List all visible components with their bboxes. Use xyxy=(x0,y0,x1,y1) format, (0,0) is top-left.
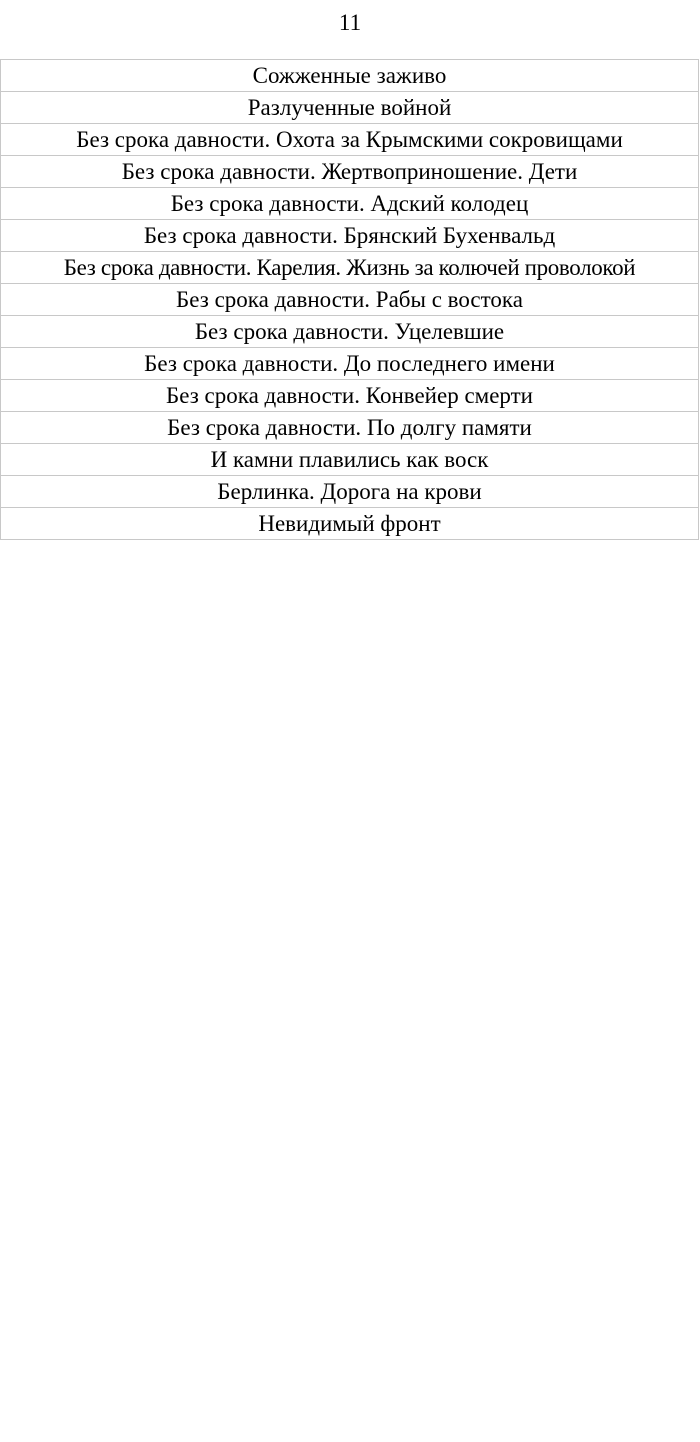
table-cell: Без срока давности. Уцелевшие xyxy=(1,316,699,348)
table-row xyxy=(1,412,699,444)
table-cell: Без срока давности. Карелия. Жизнь за колючей проволокой xyxy=(1,252,699,284)
table-row xyxy=(1,188,699,220)
table-cell: Без срока давности. Конвейер смерти xyxy=(1,380,699,412)
table-cell: Без срока давности. Жертвоприношение. Дети xyxy=(1,156,699,188)
table-cell: Без срока давности. Охота за Крымскими сокровищами xyxy=(1,124,699,156)
table-cell: Без срока давности. Рабы с востока xyxy=(1,284,699,316)
table-row xyxy=(1,156,699,188)
table-row xyxy=(1,444,699,476)
table-cell: Без срока давности. По долгу памяти xyxy=(1,412,699,444)
table-row xyxy=(1,284,699,316)
table-cell: Невидимый фронт xyxy=(1,508,699,540)
table-row xyxy=(1,252,699,284)
table-row xyxy=(1,380,699,412)
table-row xyxy=(1,124,699,156)
page-number: 11 xyxy=(338,10,362,35)
table-row xyxy=(1,60,699,92)
table-cell: Берлинка. Дорога на крови xyxy=(1,476,699,508)
table-row xyxy=(1,220,699,252)
table-row xyxy=(1,316,699,348)
table-cell: Разлученные войной xyxy=(1,92,699,124)
table-row xyxy=(1,508,699,540)
table-cell: И камни плавились как воск xyxy=(1,444,699,476)
table-cell: Сожженные заживо xyxy=(1,60,699,92)
table-cell: Без срока давности. Брянский Бухенвальд xyxy=(1,220,699,252)
table-row xyxy=(1,476,699,508)
table-cell: Без срока давности. Адский колодец xyxy=(1,188,699,220)
table-row xyxy=(1,92,699,124)
table-cell: Без срока давности. До последнего имени xyxy=(1,348,699,380)
table-row xyxy=(1,348,699,380)
titles-table xyxy=(0,59,699,540)
